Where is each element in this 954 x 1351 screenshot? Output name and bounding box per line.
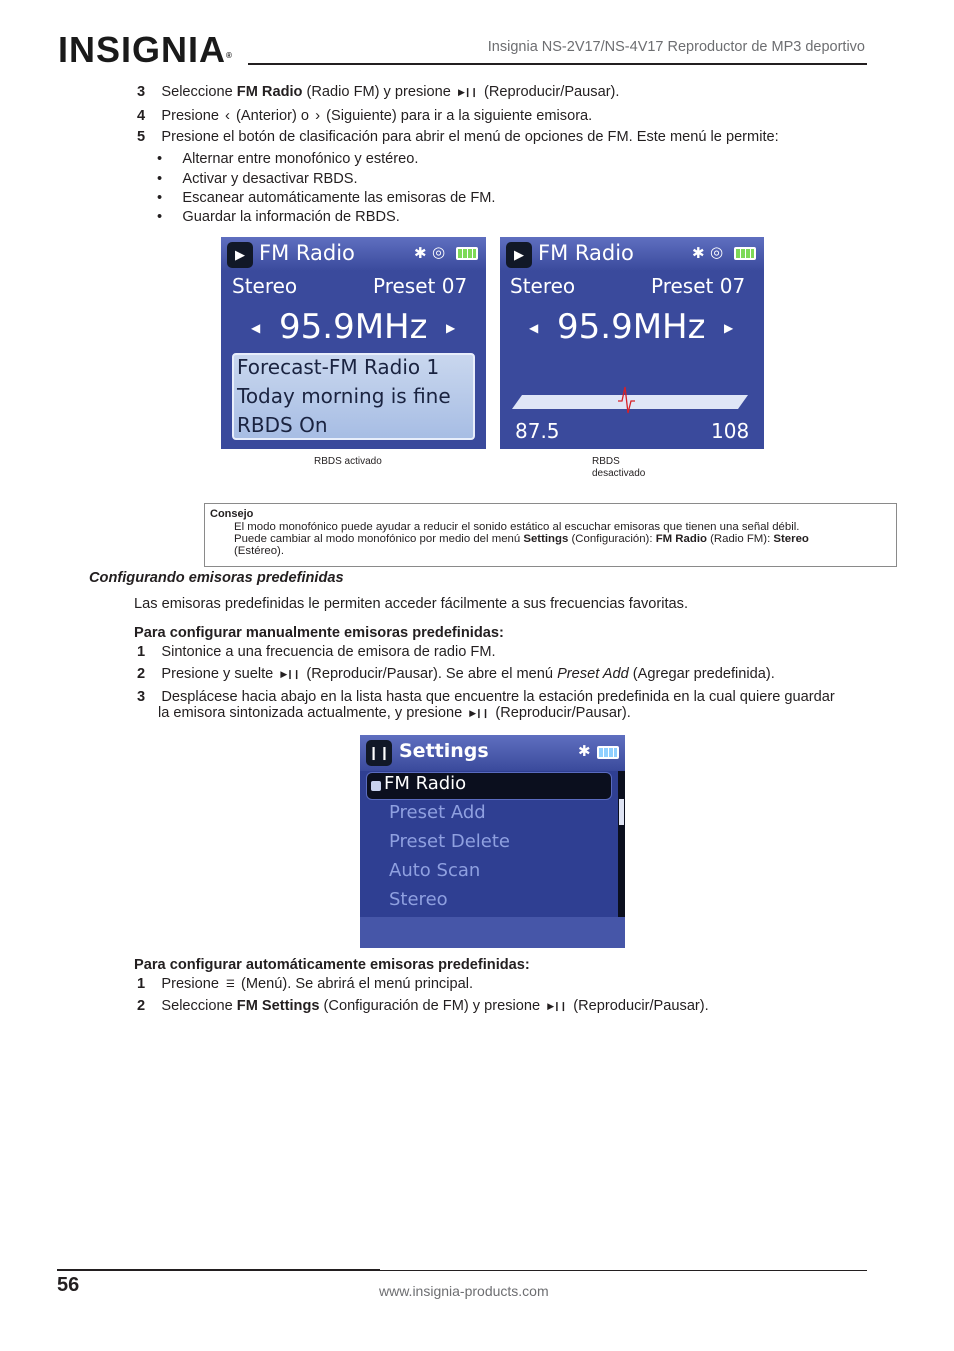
battery-icon (456, 247, 478, 260)
bullet-item: • Alternar entre monofónico y estéreo. (157, 151, 419, 167)
folder-icon (371, 781, 381, 791)
tip-text: Puede cambiar al modo monofónico por medio del menú (234, 533, 524, 545)
tip-bold: FM Radio (655, 533, 707, 545)
pause-icon: ❙❙ (366, 740, 392, 766)
tuning-slider (512, 369, 752, 415)
menu-item-preset-delete: Preset Delete (389, 831, 510, 852)
step-text: (Reproducir/Pausar). (491, 705, 631, 721)
repeat-icon: ◎ (710, 244, 724, 261)
step-number: 4 (137, 108, 146, 124)
insignia-logo (58, 28, 233, 72)
play-icon: ▶ (506, 242, 532, 268)
tip-line: (Estéreo). (234, 545, 285, 557)
tip-bold: Settings (523, 533, 569, 545)
step-text: (Siguiente) para ir a la siguiente emisora. (322, 108, 593, 124)
caption-rbds-on: RBDS activado (314, 456, 382, 467)
step-text: (Reproducir/Pausar). (569, 998, 709, 1014)
tip-text: (Configuración): (568, 533, 656, 545)
step-text: (Anterior) o (232, 108, 314, 124)
settings-screen (360, 735, 625, 948)
step-bold: FM Settings (236, 998, 320, 1014)
bluetooth-icon: ✱ (578, 743, 591, 760)
step-text: (Reproducir/Pausar). Se abre el menú (302, 666, 558, 682)
step-italic: Preset Add (557, 666, 629, 682)
menu-item-preset-add: Preset Add (389, 802, 486, 823)
caption-rbds-off: RBDS (592, 456, 620, 467)
bullet-item: • Guardar la información de RBDS. (157, 209, 400, 225)
screen-title: FM Radio (538, 241, 634, 265)
step-bold: FM Radio (236, 84, 303, 100)
caption-rbds-off: desactivado (592, 468, 646, 479)
play-pause-icon: ▶❙❙ (280, 669, 300, 679)
play-pause-icon: ▶❙❙ (469, 708, 489, 718)
battery-icon (597, 746, 619, 759)
play-pause-icon: ▶❙❙ (457, 87, 477, 97)
section-intro: Las emisoras predefinidas le permiten acceder fácilmente a sus frecuencias favoritas. (134, 596, 689, 612)
step-5-options (137, 129, 779, 146)
menu-item-auto-scan: Auto Scan (389, 860, 481, 881)
page-number: 56 (57, 1274, 80, 1296)
footer-url: www.insignia-products.com (379, 1283, 549, 1299)
section-heading: Configurando emisoras predefinidas (89, 570, 344, 586)
bullet-item: • Activar y desactivar RBDS. (157, 171, 358, 187)
bullet-text: Escanear automáticamente las emisoras de FM. (182, 190, 496, 206)
chevron-left-icon: ‹ (225, 107, 230, 124)
registered-mark: ® (226, 51, 233, 60)
footer-rule (57, 1269, 380, 1271)
step-text: Presione (161, 108, 223, 124)
step-text: Presione y suelte (161, 666, 278, 682)
tip-title: Consejo (210, 508, 254, 520)
step-text: (Agregar predefinida). (628, 666, 775, 682)
menu-icon: ☰ (226, 979, 234, 990)
bullet-item: • Escanear automáticamente las emisoras de FM. (157, 190, 496, 206)
repeat-icon: ◎ (432, 244, 446, 261)
tip-bold: Stereo (773, 533, 809, 545)
manual-step-1 (137, 644, 496, 661)
manual-step-3 (137, 689, 835, 706)
step-number: 1 (137, 976, 146, 992)
step-number: 1 (137, 644, 146, 660)
chevron-right-icon: › (315, 107, 321, 124)
screen-title: Settings (399, 740, 489, 762)
auto-heading: Para configurar automáticamente emisoras predefinidas: (134, 957, 530, 973)
step-text: (Menú). Se abrirá el menú principal. (236, 976, 474, 992)
bluetooth-icon: ✱ (692, 245, 705, 262)
header-rule (248, 63, 867, 65)
stereo-label: Stereo (510, 274, 576, 298)
range-min: 87.5 (515, 419, 560, 443)
fm-screen-rbds-on (221, 237, 486, 449)
play-pause-icon: ▶❙❙ (547, 1001, 567, 1011)
tip-line (234, 533, 809, 546)
step-text: (Radio FM) y presione (302, 84, 455, 100)
step-text: Seleccione (161, 84, 237, 100)
step-number: 3 (137, 84, 146, 100)
manual-step-2 (137, 666, 775, 683)
rbds-line: Forecast-FM Radio 1 (237, 355, 440, 379)
bluetooth-icon: ✱ (414, 245, 427, 262)
menu-item-fm-radio: FM Radio (384, 773, 467, 794)
tip-text: (Radio FM): (706, 533, 774, 545)
step-text: Presione el botón de clasificación para abrir el menú de opciones de FM. Este menú le permite: (161, 129, 779, 145)
step-text: (Reproducir/Pausar). (479, 84, 620, 100)
battery-icon (734, 247, 756, 260)
step-number: 3 (137, 689, 146, 705)
step-text: la emisora sintonizada actualmente, y presione (158, 705, 467, 721)
tip-line: El modo monofónico puede ayudar a reducir el sonido estático al escuchar emisoras que tienen una señal débil. (234, 521, 800, 533)
rbds-line: RBDS On (237, 413, 328, 437)
arrow-right-icon: ▶ (724, 321, 734, 335)
bullet-text: Alternar entre monofónico y estéreo. (182, 151, 419, 167)
range-max: 108 (711, 419, 750, 443)
step-3-fm-radio (137, 84, 619, 101)
step-text: Presione (161, 976, 223, 992)
fm-screen-rbds-off (500, 237, 764, 449)
screen-footer-bar (360, 917, 625, 948)
step-number: 5 (137, 129, 146, 145)
stereo-label: Stereo (232, 274, 298, 298)
arrow-left-icon: ◀ (251, 321, 261, 335)
auto-step-2 (137, 998, 709, 1015)
preset-label: Preset 07 (651, 274, 746, 298)
step-text: Seleccione (161, 998, 237, 1014)
header-title: Insignia NS-2V17/NS-4V17 Reproductor de MP3 deportivo (487, 39, 865, 55)
footer-rule (380, 1270, 867, 1271)
manual-heading: Para configurar manualmente emisoras predefinidas: (134, 625, 504, 641)
step-text: Sintonice a una frecuencia de emisora de radio FM. (161, 644, 496, 660)
frequency-display: 95.9MHz (279, 307, 428, 347)
arrow-right-icon: ▶ (446, 321, 456, 335)
menu-item-stereo: Stereo (389, 889, 448, 910)
tip-box (204, 503, 897, 567)
screen-title: FM Radio (259, 241, 355, 265)
step-number: 2 (137, 998, 146, 1014)
frequency-display: 95.9MHz (557, 307, 706, 347)
auto-step-1 (137, 976, 473, 993)
step-number: 2 (137, 666, 146, 682)
step-4-prev-next (137, 107, 592, 125)
arrow-left-icon: ◀ (529, 321, 539, 335)
step-text: Desplácese hacia abajo en la lista hasta que encuentre la estación predefinida en la cual quiere guardar (161, 689, 835, 705)
manual-step-3-cont (158, 705, 631, 722)
step-text: (Configuración de FM) y presione (319, 998, 545, 1014)
rbds-line: Today morning is fine (237, 384, 451, 408)
play-icon: ▶ (227, 242, 253, 268)
scrollbar-track (618, 771, 625, 917)
logo-text: INSIGNIA (58, 29, 227, 70)
scrollbar-thumb (619, 799, 624, 825)
preset-label: Preset 07 (373, 274, 468, 298)
bullet-text: Guardar la información de RBDS. (182, 209, 400, 225)
bullet-text: Activar y desactivar RBDS. (182, 171, 358, 187)
